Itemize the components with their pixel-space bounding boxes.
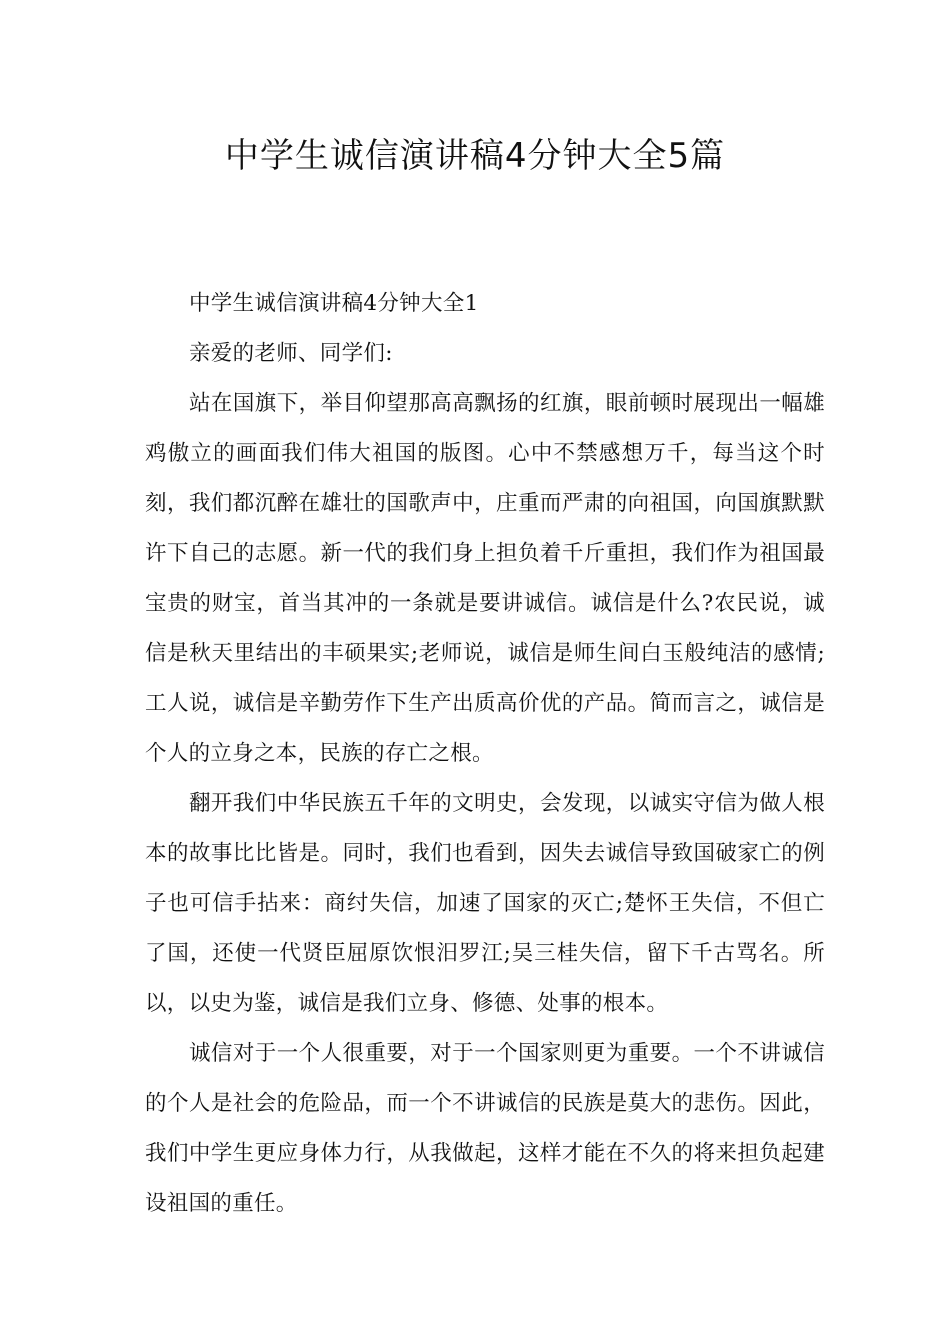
document-title: 中学生诚信演讲稿4分钟大全5篇 bbox=[224, 136, 726, 176]
body-paragraph: 站在国旗下，举目仰望那高高飘扬的红旗，眼前顿时展现出一幅雄鸡傲立的画面我们伟大祖国的版图。心中不禁感想万千，每当这个时刻，我们都沉醉在雄壮的国歌声中，庄重而严肃的向祖国，向国旗默默许下自己的志愿。新一代的我们身上担负着千斤重担，我们作为祖国最宝贵的财宝，首当其冲的一条就是要讲诚信。诚信是什么?农民说，诚信是秋天里结出的丰硕果实;老师说，诚信是师生间白玉般纯洁的感情;工人说，诚信是辛勤劳作下生产出质高价优的产品。简而言之，诚信是个人的立身之本，民族的存亡之根。 bbox=[145, 391, 825, 766]
section-heading: 中学生诚信演讲稿4分钟大全1 bbox=[189, 291, 479, 316]
document-body bbox=[145, 279, 825, 1229]
body-paragraph: 诚信对于一个人很重要，对于一个国家则更为重要。一个不讲诚信的个人是社会的危险品，而一个不讲诚信的民族是莫大的悲伤。因此，我们中学生更应身体力行，从我做起，这样才能在不久的将来担负起建设祖国的重任。 bbox=[145, 1041, 825, 1216]
salutation: 亲爱的老师、同学们: bbox=[189, 341, 393, 366]
body-paragraph: 翻开我们中华民族五千年的文明史，会发现，以诚实守信为做人根本的故事比比皆是。同时，我们也看到，因失去诚信导致国破家亡的例子也可信手拈来：商纣失信，加速了国家的灭亡;楚怀王失信，不但亡了国，还使一代贤臣屈原饮恨汨罗江;吴三桂失信，留下千古骂名。所以，以史为鉴，诚信是我们立身、修德、处事的根本。 bbox=[145, 791, 825, 1016]
